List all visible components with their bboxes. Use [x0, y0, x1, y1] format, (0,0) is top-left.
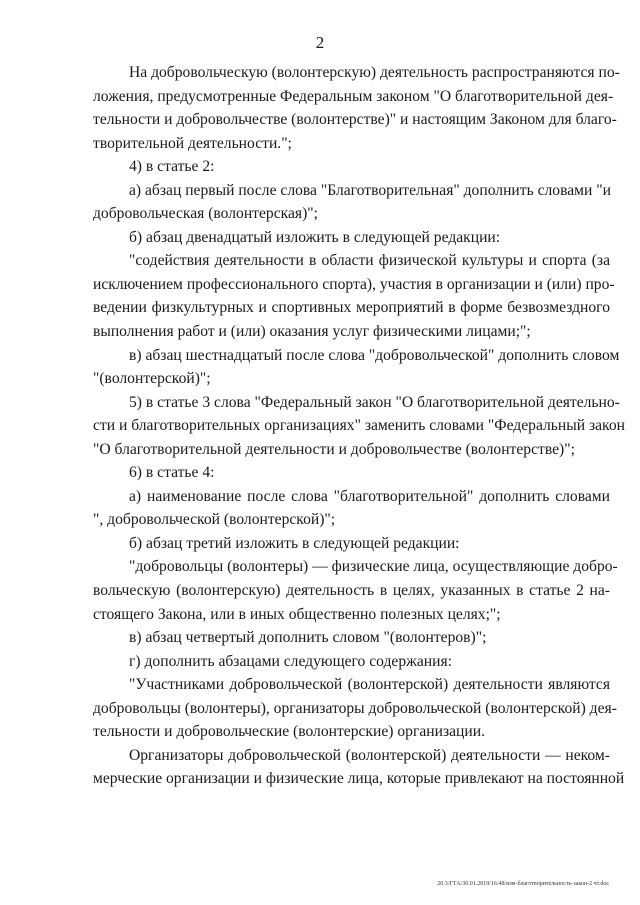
- text-line: ведении физкультурных и спортивных мероприятий в форме безвозмездного: [93, 299, 610, 317]
- text-line: "О благотворительной деятельности и добровольчестве (волонтерстве)";: [93, 440, 575, 458]
- text-line: тельности и добровольчестве (волонтерстве)" и настоящим Законом для благо-: [93, 111, 617, 129]
- text-line: 4) в статье 2:: [129, 158, 215, 176]
- text-line: "содействия деятельности в области физической культуры и спорта (за: [129, 252, 610, 270]
- text-line: в) абзац четвертый дополнить словом "(волонтеров)";: [129, 629, 487, 647]
- text-line: выполнения работ и (или) оказания услуг физическими лицами;";: [93, 323, 531, 341]
- text-line: мерческие организации и физические лица, которые привлекают на постоянной: [93, 770, 625, 788]
- footer-file-path: 20.3/ГТА/30.01.2019/16:48/изм-благотворительность-закон-2 чт.doc: [437, 881, 609, 887]
- text-line: добровольческая (волонтерская)";: [93, 205, 318, 223]
- text-line: б) абзац двенадцатый изложить в следующей редакции:: [129, 228, 501, 246]
- text-line: в) абзац шестнадцатый после слова "добровольческой" дополнить словом: [129, 346, 620, 364]
- text-line: б) абзац третий изложить в следующей редакции:: [129, 534, 460, 552]
- text-line: стоящего Закона, или в иных общественно полезных целях;";: [93, 605, 501, 623]
- text-line: г) дополнить абзацами следующего содержания:: [129, 652, 453, 670]
- text-line: "добровольцы (волонтеры) — физические лица, осуществляющие добро-: [129, 558, 618, 576]
- text-line: "Участниками добровольческой (волонтерской) деятельности являются: [129, 676, 610, 694]
- text-line: На добровольческую (волонтерскую) деятельность распространяются по-: [129, 64, 620, 81]
- document-body: [93, 61, 625, 791]
- page-number: 2: [315, 33, 325, 52]
- text-line: а) абзац первый после слова "Благотворительная" дополнить словами "и: [129, 181, 611, 199]
- text-line: Организаторы добровольческой (волонтерской) деятельности — неком-: [129, 746, 610, 764]
- text-line: сти и благотворительных организациях" заменить словами "Федеральный закон: [93, 417, 625, 435]
- text-line: вольческую (волонтерскую) деятельность в целях, указанных в статье 2 на-: [93, 582, 610, 600]
- text-line: 5) в статье 3 слова "Федеральный закон "О благотворительной деятельно-: [129, 393, 620, 411]
- text-line: ложения, предусмотренные Федеральным законом "О благотворительной дея-: [93, 87, 614, 105]
- text-line: добровольцы (волонтеры), организаторы добровольческой (волонтерской) дея-: [93, 699, 617, 717]
- text-line: а) наименование после слова "благотворительной" дополнить словами: [129, 487, 610, 505]
- text-line: ", добровольческой (волонтерской)";: [93, 511, 336, 529]
- text-line: тельности и добровольческие (волонтерские) организации.: [93, 723, 485, 741]
- text-line: исключением профессионального спорта), участия в организации и (или) про-: [93, 275, 615, 293]
- text-line: "(волонтерской)";: [93, 370, 211, 388]
- text-line: 6) в статье 4:: [129, 464, 215, 482]
- text-line: творительной деятельности.";: [93, 134, 292, 152]
